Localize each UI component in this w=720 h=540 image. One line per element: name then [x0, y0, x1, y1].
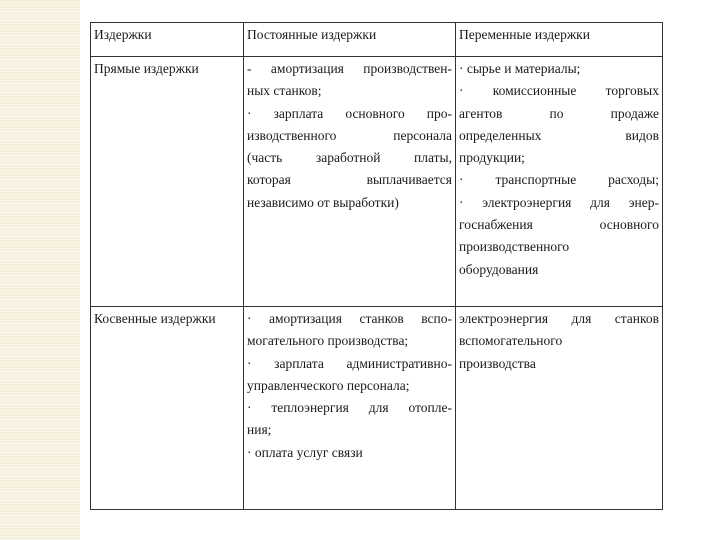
text-line: ных станков;: [247, 83, 322, 99]
costs-table: [90, 22, 663, 510]
indirect-fixed-costs-cell: [244, 307, 456, 510]
text-line: · оплата услуг связи: [247, 444, 363, 460]
table-row-indirect-costs: [91, 307, 663, 510]
row-label-direct-costs: Прямые издержки: [91, 57, 244, 307]
text-line: · комиссионные торговых: [459, 83, 659, 99]
text-line: · электроэнергия для энер-: [459, 194, 659, 210]
text-line: · амортизация станков вспо-: [247, 311, 452, 326]
row-label-indirect-costs: Косвенные издержки: [91, 307, 244, 510]
text-line: агентов по продаже: [459, 105, 659, 121]
text-line: · теплоэнергия для отопле-: [247, 400, 452, 416]
text-line: производства: [459, 355, 536, 371]
header-cell-variable-costs: Переменные издержки: [456, 23, 663, 57]
text-line: · сырье и материалы;: [459, 61, 581, 76]
text-line: ния;: [247, 422, 272, 438]
indirect-variable-costs-cell: [456, 307, 663, 510]
text-line: производственного: [459, 239, 570, 255]
text-line: · зарплата основного про-: [247, 105, 452, 121]
header-cell-fixed-costs: Постоянные издержки: [244, 23, 456, 57]
direct-fixed-costs-cell: [244, 57, 456, 307]
text-line: продукции;: [459, 150, 525, 166]
text-line: (часть заработной платы,: [247, 150, 452, 166]
text-line: электроэнергия для станков: [459, 311, 659, 326]
header-row: [91, 23, 663, 57]
text-line: - амортизация производствен-: [247, 61, 452, 76]
text-line: госнабжения основного: [459, 217, 659, 233]
text-line: определенных видов: [459, 127, 659, 143]
text-line: изводственного персонала: [247, 127, 452, 143]
text-line: · зарплата административно-: [247, 355, 452, 371]
text-line: независимо от выработки): [247, 194, 399, 210]
text-line: могательного производства;: [247, 333, 409, 349]
table-row-direct-costs: [91, 57, 663, 307]
text-line: · транспортные расходы;: [459, 172, 659, 188]
text-line: которая выплачивается: [247, 172, 452, 188]
text-line: оборудования: [459, 261, 539, 277]
header-cell-costs: Издержки: [91, 23, 244, 57]
text-line: управленческого персонала;: [247, 377, 410, 393]
text-line: вспомогательного: [459, 333, 563, 349]
decorative-side-stripe: [0, 0, 80, 540]
direct-variable-costs-cell: [456, 57, 663, 307]
